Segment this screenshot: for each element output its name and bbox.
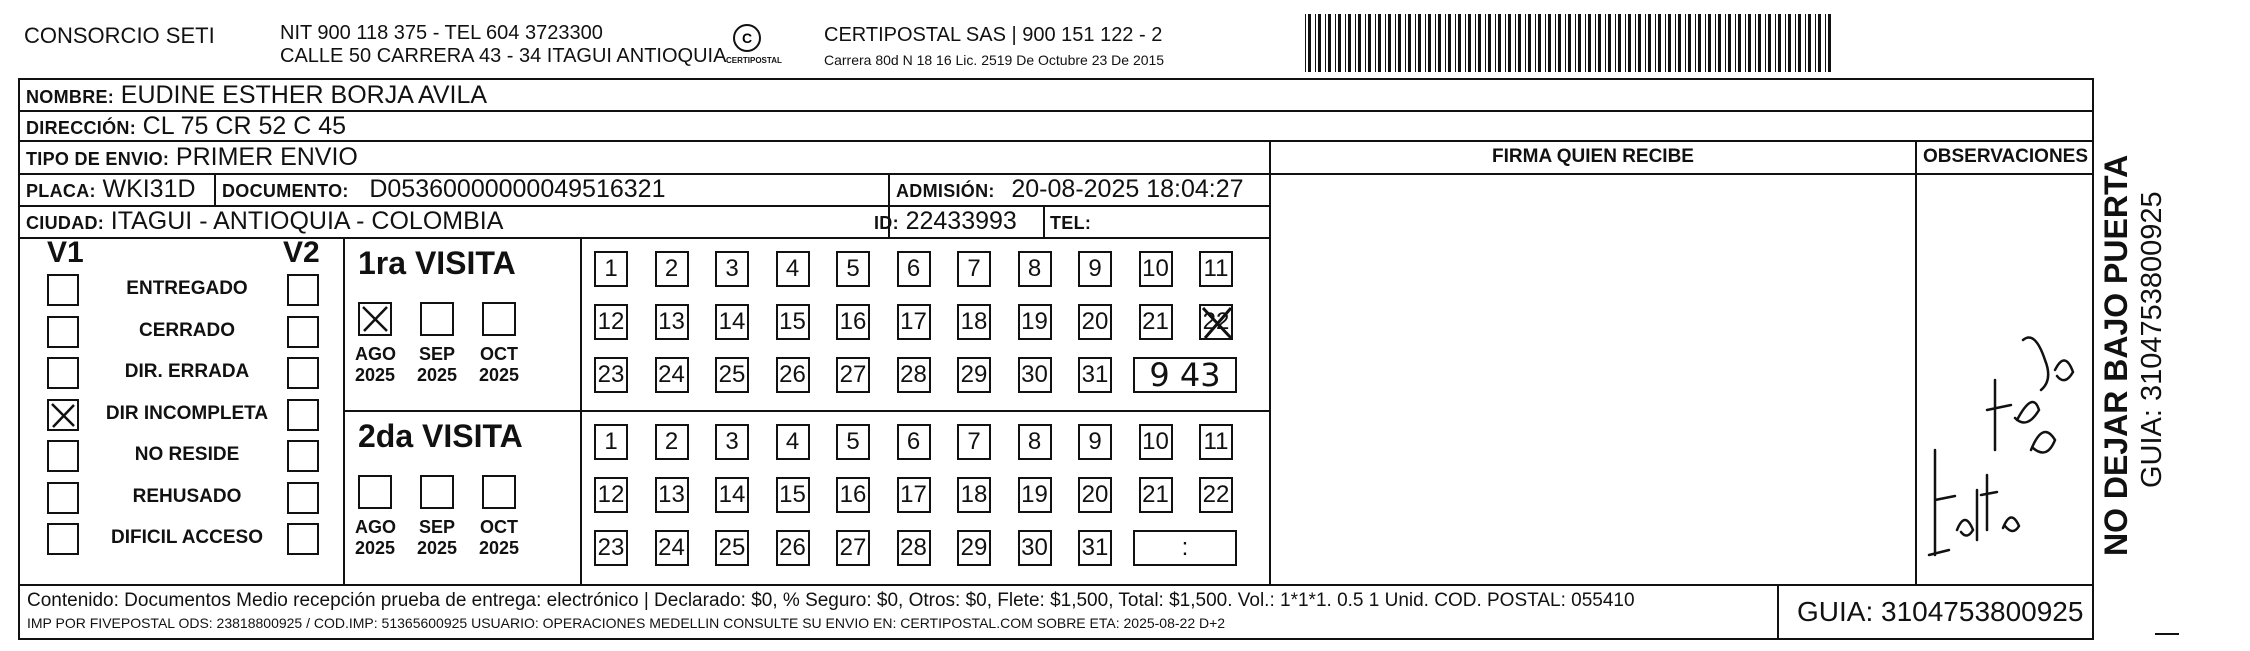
barcode-bar: [1625, 14, 1626, 72]
address-line: CALLE 50 CARRERA 43 - 34 ITAGUI ANTIOQUIA: [280, 45, 727, 67]
day-box-10[interactable]: 10: [1139, 251, 1173, 287]
reason-label: CERRADO: [138, 319, 236, 341]
day-box-18[interactable]: 18: [957, 477, 991, 513]
day-box-31[interactable]: 31: [1078, 357, 1112, 393]
tipo-envio-field: [26, 142, 358, 174]
barcode-bar: [1498, 14, 1501, 72]
barcode-bar: [1565, 14, 1566, 72]
day-box-3[interactable]: 3: [715, 424, 749, 460]
v1-checkbox-4[interactable]: [47, 399, 79, 431]
reason-label: DIFICIL ACCESO: [110, 527, 263, 548]
day-box-18[interactable]: 18: [957, 304, 991, 340]
day-box-2[interactable]: 2: [655, 251, 689, 287]
barcode-bar: [1585, 14, 1586, 72]
admision-value: 20-08-2025 18:04:27: [1011, 175, 1244, 203]
barcode-bar: [1688, 14, 1691, 72]
tel-field: [1050, 206, 1091, 238]
direccion-value: CL 75 CR 52 C 45: [142, 112, 347, 140]
day-box-19[interactable]: 19: [1018, 304, 1052, 340]
v1-checkbox-5[interactable]: [47, 440, 79, 472]
footer-guia: GUIA: 3104753800925: [1797, 596, 2084, 627]
barcode-bar: [1428, 14, 1431, 72]
side-title: NO DEJAR BAJO PUERTA: [2098, 154, 2134, 556]
barcode-bar: [1445, 14, 1446, 72]
day-box-24[interactable]: 24: [655, 357, 689, 393]
day-box-23[interactable]: 23: [594, 530, 628, 566]
day-box-25[interactable]: 25: [715, 530, 749, 566]
barcode-bar: [1415, 14, 1416, 72]
barcode-bar: [1815, 14, 1816, 72]
day-box-12[interactable]: 12: [594, 304, 628, 340]
v2-checkbox-7[interactable]: [287, 523, 319, 555]
documento-label: DOCUMENTO:: [222, 181, 349, 201]
day-box-26[interactable]: 26: [776, 357, 810, 393]
barcode-bar: [1558, 14, 1561, 72]
barcode-bar: [1305, 14, 1306, 72]
barcode-bar: [1355, 14, 1356, 72]
reason-label: DIR. ERRADA: [124, 361, 250, 382]
barcode-bar: [1458, 14, 1461, 72]
barcode-bar: [1635, 14, 1636, 72]
day-box-15[interactable]: 15: [776, 304, 810, 340]
barcode-bar: [1675, 14, 1676, 72]
day-box-4[interactable]: 4: [776, 251, 810, 287]
tipo-envio-value: PRIMER ENVIO: [175, 143, 358, 171]
certipostal-logo-icon: [730, 22, 764, 56]
barcode-bar: [1745, 14, 1746, 72]
barcode-bar: [1515, 14, 1516, 72]
day-box-1[interactable]: 1: [594, 424, 628, 460]
day-box-8[interactable]: 8: [1018, 424, 1052, 460]
month-checkbox[interactable]: [482, 475, 516, 509]
check-x-icon: [1201, 306, 1233, 340]
day-box-23[interactable]: 23: [594, 357, 628, 393]
barcode-bar: [1568, 14, 1571, 72]
day-box-4[interactable]: 4: [776, 424, 810, 460]
month-label: OCT: [480, 517, 518, 537]
v1-checkbox-6[interactable]: [47, 482, 79, 514]
day-box-11[interactable]: 11: [1199, 251, 1233, 287]
barcode-bar: [1338, 14, 1341, 72]
nombre-label: NOMBRE:: [26, 87, 115, 107]
month-checkbox[interactable]: [482, 302, 516, 336]
barcode: [1305, 14, 1835, 72]
admision-field: [896, 174, 1244, 206]
barcode-bar: [1698, 14, 1701, 72]
barcode-bar: [1788, 14, 1791, 72]
reason-label: DIR INCOMPLETA: [105, 402, 269, 424]
barcode-bar: [1418, 14, 1421, 72]
v2-checkbox-2[interactable]: [287, 316, 319, 348]
barcode-bar: [1385, 14, 1386, 72]
day-box-11[interactable]: 11: [1199, 424, 1233, 460]
barcode-bar: [1628, 14, 1631, 72]
v2-checkbox-5[interactable]: [287, 440, 319, 472]
month-checkbox[interactable]: [358, 475, 392, 509]
barcode-bar: [1588, 14, 1591, 72]
barcode-bar: [1345, 14, 1346, 72]
ciudad-field: [26, 206, 503, 238]
day-box-8[interactable]: 8: [1018, 251, 1052, 287]
barcode-bar: [1528, 14, 1531, 72]
barcode-bar: [1368, 14, 1371, 72]
barcode-bar: [1645, 14, 1646, 72]
month-label: SEP: [418, 517, 456, 537]
barcode-bar: [1508, 14, 1511, 72]
year-label: 2025: [417, 538, 458, 558]
month-label: OCT: [480, 344, 518, 364]
day-box-5[interactable]: 5: [836, 424, 870, 460]
nombre-field: [26, 80, 487, 112]
day-box-9[interactable]: 9: [1078, 251, 1112, 287]
direccion-label: DIRECCIÓN:: [26, 118, 136, 138]
day-box-30[interactable]: 30: [1018, 530, 1052, 566]
barcode-bar: [1388, 14, 1391, 72]
day-box-30[interactable]: 30: [1018, 357, 1052, 393]
day-box-13[interactable]: 13: [655, 304, 689, 340]
placa-value: WKI31D: [102, 175, 196, 203]
barcode-bar: [1328, 14, 1331, 72]
barcode-bar: [1705, 14, 1706, 72]
barcode-bar: [1495, 14, 1496, 72]
day-box-24[interactable]: 24: [655, 530, 689, 566]
day-box-19[interactable]: 19: [1018, 477, 1052, 513]
year-label: 2025: [355, 365, 396, 385]
barcode-bar: [1678, 14, 1681, 72]
time-box[interactable]: :: [1133, 530, 1237, 566]
day-box-20[interactable]: 20: [1078, 477, 1112, 513]
reason-label: NO RESIDE: [134, 444, 240, 465]
barcode-bar: [1725, 14, 1726, 72]
barcode-bar: [1638, 14, 1641, 72]
day-box-29[interactable]: 29: [957, 530, 991, 566]
barcode-bar: [1395, 14, 1396, 72]
side-dash: [2155, 633, 2179, 635]
day-box-14[interactable]: 14: [715, 477, 749, 513]
day-box-7[interactable]: 7: [957, 251, 991, 287]
day-box-22[interactable]: [1199, 304, 1233, 340]
logo-caption: CERTIPOSTAL: [726, 56, 782, 65]
barcode-bar: [1488, 14, 1491, 72]
id-field: [874, 206, 1017, 238]
barcode-bar: [1548, 14, 1551, 72]
barcode-bar: [1778, 14, 1781, 72]
barcode-bar: [1715, 14, 1716, 72]
check-x-icon: [360, 304, 390, 334]
documento-field: [222, 174, 665, 206]
day-box-6[interactable]: 6: [897, 251, 931, 287]
day-box-6[interactable]: 6: [897, 424, 931, 460]
direccion-field: [26, 111, 346, 143]
day-box-16[interactable]: 16: [836, 304, 870, 340]
barcode-bar: [1615, 14, 1616, 72]
barcode-bar: [1518, 14, 1521, 72]
barcode-bar: [1365, 14, 1366, 72]
v2-checkbox-4[interactable]: [287, 399, 319, 431]
svg-text:C: C: [741, 30, 753, 46]
nit-line: NIT 900 118 375 - TEL 604 3723300: [280, 22, 603, 44]
barcode-bar: [1695, 14, 1696, 72]
barcode-bar: [1785, 14, 1786, 72]
barcode-bar: [1795, 14, 1796, 72]
ciudad-label: CIUDAD:: [26, 213, 105, 233]
barcode-bar: [1455, 14, 1456, 72]
day-number: 22: [1202, 308, 1230, 335]
observaciones-header: OBSERVACIONES: [1922, 146, 2089, 167]
day-box-7[interactable]: 7: [957, 424, 991, 460]
footer-line2: IMP POR FIVEPOSTAL ODS: 23818800925 / COD.IMP: 51365600925 USUARIO: OPERACIONES MEDELLIN CONSULTE SU ENVIO EN: CERTIPOSTAL.COM SOBRE ETA: 2025-08-22 D+2: [27, 615, 1226, 631]
barcode-bar: [1768, 14, 1771, 72]
v1-label: V1: [47, 236, 84, 269]
barcode-bar: [1465, 14, 1466, 72]
barcode-bar: [1608, 14, 1611, 72]
barcode-bar: [1808, 14, 1811, 72]
barcode-bar: [1758, 14, 1761, 72]
day-box-9[interactable]: 9: [1078, 424, 1112, 460]
visit-title: 2da VISITA: [358, 418, 523, 454]
barcode-bar: [1438, 14, 1441, 72]
day-box-28[interactable]: 28: [897, 530, 931, 566]
barcode-bar: [1828, 14, 1831, 72]
barcode-bar: [1718, 14, 1721, 72]
barcode-bar: [1525, 14, 1526, 72]
barcode-bar: [1655, 14, 1656, 72]
year-label: 2025: [479, 538, 520, 558]
nombre-value: EUDINE ESTHER BORJA AVILA: [120, 81, 488, 109]
barcode-bar: [1405, 14, 1406, 72]
day-box-31[interactable]: 31: [1078, 530, 1112, 566]
barcode-bar: [1408, 14, 1411, 72]
time-box[interactable]: 9 43: [1133, 357, 1237, 393]
barcode-bar: [1658, 14, 1661, 72]
barcode-bar: [1545, 14, 1546, 72]
barcode-bar: [1478, 14, 1481, 72]
day-box-3[interactable]: 3: [715, 251, 749, 287]
barcode-bar: [1435, 14, 1436, 72]
barcode-bar: [1748, 14, 1751, 72]
reason-label: REHUSADO: [132, 485, 242, 507]
year-label: 2025: [479, 365, 520, 385]
barcode-bar: [1485, 14, 1486, 72]
barcode-bar: [1735, 14, 1736, 72]
observaciones-handwriting: [1915, 300, 2092, 570]
barcode-bar: [1335, 14, 1336, 72]
placa-label: PLACA:: [26, 181, 96, 201]
barcode-bar: [1668, 14, 1671, 72]
day-box-1[interactable]: 1: [594, 251, 628, 287]
barcode-bar: [1375, 14, 1376, 72]
barcode-bar: [1805, 14, 1806, 72]
day-box-26[interactable]: 26: [776, 530, 810, 566]
check-x-icon: [49, 401, 77, 429]
company-name: CONSORCIO SETI: [24, 23, 215, 48]
barcode-bar: [1535, 14, 1536, 72]
barcode-bar: [1825, 14, 1826, 72]
license-line: Carrera 80d N 18 16 Lic. 2519 De Octubre 23 De 2015: [824, 52, 1165, 68]
day-box-14[interactable]: 14: [715, 304, 749, 340]
barcode-bar: [1665, 14, 1666, 72]
observaciones-text: Falta Ble Apto: [1915, 300, 1922, 301]
tipo-envio-label: TIPO DE ENVIO:: [26, 149, 170, 169]
month-label: AGO: [355, 517, 397, 537]
documento-value: D05360000000049516321: [369, 175, 666, 203]
v2-label: V2: [283, 236, 320, 269]
barcode-bar: [1555, 14, 1556, 72]
day-box-25[interactable]: 25: [715, 357, 749, 393]
barcode-bar: [1398, 14, 1401, 72]
day-box-22[interactable]: 22: [1199, 477, 1233, 513]
reason-label: ENTREGADO: [126, 278, 248, 299]
month-checkbox[interactable]: [420, 302, 454, 336]
day-box-16[interactable]: 16: [836, 477, 870, 513]
barcode-bar: [1468, 14, 1471, 72]
day-box-17[interactable]: 17: [897, 477, 931, 513]
barcode-bar: [1765, 14, 1766, 72]
barcode-bar: [1575, 14, 1576, 72]
barcode-bar: [1818, 14, 1821, 72]
barcode-bar: [1358, 14, 1361, 72]
barcode-bar: [1595, 14, 1596, 72]
ciudad-value: ITAGUI - ANTIOQUIA - COLOMBIA: [110, 207, 504, 235]
barcode-bar: [1378, 14, 1381, 72]
barcode-bar: [1755, 14, 1756, 72]
barcode-bar: [1685, 14, 1686, 72]
v1-checkbox-3[interactable]: [47, 357, 79, 389]
month-checkbox[interactable]: [358, 302, 392, 336]
barcode-bar: [1475, 14, 1476, 72]
day-box-21[interactable]: 21: [1139, 304, 1173, 340]
barcode-bar: [1325, 14, 1326, 72]
barcode-bar: [1318, 14, 1321, 72]
day-box-12[interactable]: 12: [594, 477, 628, 513]
barcode-bar: [1598, 14, 1601, 72]
day-box-20[interactable]: 20: [1078, 304, 1112, 340]
barcode-bar: [1728, 14, 1731, 72]
day-box-5[interactable]: 5: [836, 251, 870, 287]
barcode-bar: [1425, 14, 1426, 72]
certipostal-line: CERTIPOSTAL SAS | 900 151 122 - 2: [824, 24, 1163, 46]
day-box-27[interactable]: 27: [836, 357, 870, 393]
barcode-bar: [1578, 14, 1581, 72]
barcode-bar: [1505, 14, 1506, 72]
barcode-bar: [1798, 14, 1801, 72]
day-box-15[interactable]: 15: [776, 477, 810, 513]
v2-checkbox-1[interactable]: [287, 274, 319, 306]
v1-checkbox-7[interactable]: [47, 523, 79, 555]
year-label: 2025: [355, 538, 396, 558]
v1-checkbox-2[interactable]: [47, 316, 79, 348]
tel-label: TEL:: [1050, 213, 1092, 233]
footer-line1: Contenido: Documentos Medio recepción prueba de entrega: electrónico | Declarado: $0, % Seguro: $0, Otros: $0, Flete: $1,500, Total: $1,500. Vol.: 1*1*1. 0.5 1 Unid. COD. POSTAL: 055410: [27, 590, 1635, 611]
month-checkbox[interactable]: [420, 475, 454, 509]
id-label: ID:: [874, 213, 899, 233]
placa-field: [26, 174, 196, 206]
id-value: 22433993: [905, 207, 1017, 235]
admision-label: ADMISIÓN:: [896, 181, 995, 201]
visit-title: 1ra VISITA: [358, 245, 516, 281]
day-box-27[interactable]: 27: [836, 530, 870, 566]
barcode-bar: [1708, 14, 1711, 72]
barcode-bar: [1315, 14, 1316, 72]
year-label: 2025: [417, 365, 458, 385]
v2-checkbox-6[interactable]: [287, 482, 319, 514]
barcode-bar: [1605, 14, 1606, 72]
day-box-21[interactable]: 21: [1139, 477, 1173, 513]
barcode-bar: [1448, 14, 1451, 72]
barcode-bar: [1538, 14, 1541, 72]
barcode-bar: [1738, 14, 1741, 72]
day-box-10[interactable]: 10: [1139, 424, 1173, 460]
day-box-2[interactable]: 2: [655, 424, 689, 460]
barcode-bar: [1348, 14, 1351, 72]
day-box-28[interactable]: 28: [897, 357, 931, 393]
month-label: AGO: [355, 344, 397, 364]
barcode-bar: [1308, 14, 1311, 72]
day-box-17[interactable]: 17: [897, 304, 931, 340]
v2-checkbox-3[interactable]: [287, 357, 319, 389]
v1-checkbox-1[interactable]: [47, 274, 79, 306]
side-guia: GUIA: 3104753800925: [2136, 191, 2168, 488]
month-label: SEP: [418, 344, 456, 364]
day-box-13[interactable]: 13: [655, 477, 689, 513]
day-box-29[interactable]: 29: [957, 357, 991, 393]
barcode-bar: [1618, 14, 1621, 72]
barcode-bar: [1648, 14, 1651, 72]
barcode-bar: [1775, 14, 1776, 72]
firma-header: FIRMA QUIEN RECIBE: [1492, 146, 1694, 167]
